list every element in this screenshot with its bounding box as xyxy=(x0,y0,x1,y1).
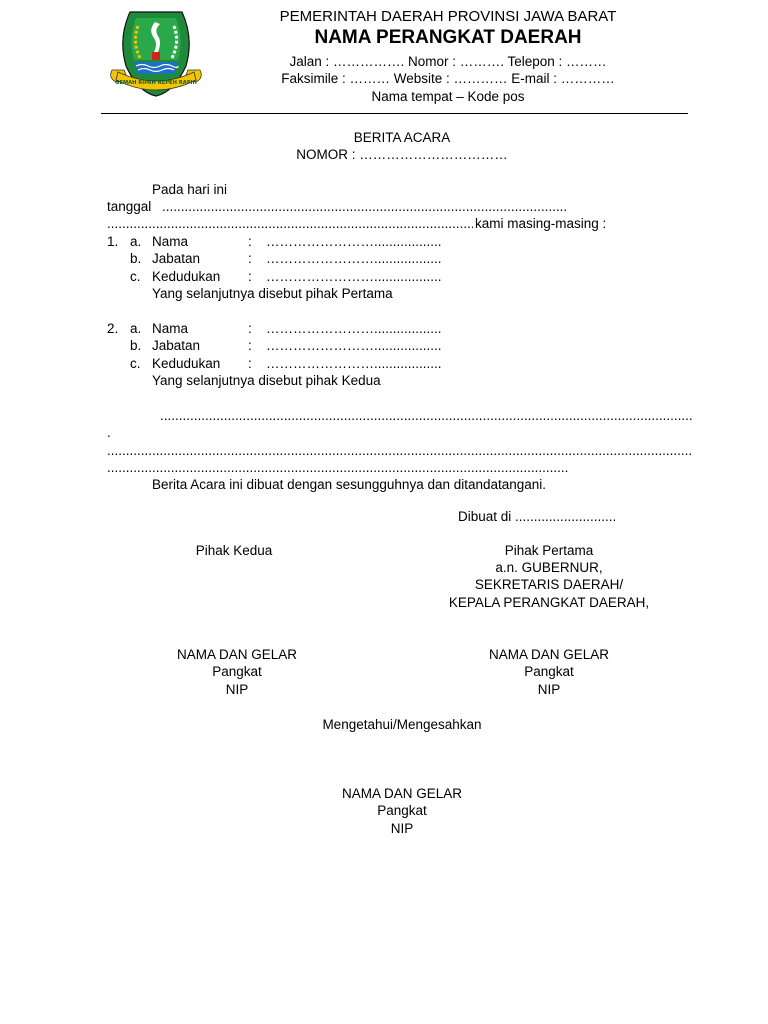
address-line: Jalan : ……………. Nomor : ………. Telepon : ……… xyxy=(289,54,607,69)
right-sign-head: KEPALA PERANGKAT DAERAH, xyxy=(448,595,650,610)
party1-position-value: …………………….................. xyxy=(266,251,442,266)
party2-letter: a. xyxy=(130,321,142,336)
party2-number: 2. xyxy=(107,321,119,336)
party2-colon: : xyxy=(248,321,252,336)
place-line: Nama tempat – Kode pos xyxy=(371,89,525,104)
kami-text: kami masing-masing : xyxy=(475,216,607,231)
party1-letter: a. xyxy=(130,234,142,249)
closing-statement: Berita Acara ini dibuat dengan sesungguhnya dan ditandatangani. xyxy=(152,477,547,492)
body-dotted-line-3 xyxy=(107,459,568,477)
party2-colon: : xyxy=(248,356,252,371)
contact-line: Faksimile : ……… Website : ………… E-mail : ………… xyxy=(281,71,615,86)
party1-name-value: …………………….................. xyxy=(266,234,442,249)
left-sign-name: NAMA DAN GELAR xyxy=(176,647,298,662)
party2-colon: : xyxy=(248,338,252,353)
agency-name: NAMA PERANGKAT DAERAH xyxy=(314,27,582,48)
body-dotted-line-2 xyxy=(107,442,693,460)
approval-rank: Pangkat xyxy=(377,803,427,818)
document-number: NOMOR : …………………………… xyxy=(296,147,508,162)
right-sign-heading: Pihak Pertama xyxy=(504,543,594,558)
approval-label: Mengetahui/Mengesahkan xyxy=(322,717,482,732)
party1-position-label: Jabatan xyxy=(152,251,201,266)
party2-letter: c. xyxy=(130,356,141,371)
party1-number: 1. xyxy=(107,234,119,249)
continuation-dotted-line xyxy=(107,215,473,233)
tanggal-label: tanggal xyxy=(107,199,152,214)
party2-status-value: …………………….................. xyxy=(266,356,442,371)
right-sign-secretary: SEKRETARIS DAERAH/ xyxy=(474,577,624,592)
made-at: Dibuat di ........................... xyxy=(458,509,617,524)
right-sign-nip: NIP xyxy=(537,682,561,697)
party1-colon: : xyxy=(248,251,252,266)
approval-nip: NIP xyxy=(390,821,414,836)
party1-name-label: Nama xyxy=(152,234,189,249)
right-sign-on-behalf: a.n. GUBERNUR, xyxy=(495,560,603,575)
party1-status-value: …………………….................. xyxy=(266,269,442,284)
body-dotted-line-1 xyxy=(160,407,693,425)
party1-colon: : xyxy=(248,234,252,249)
right-sign-name: NAMA DAN GELAR xyxy=(488,647,610,662)
party2-note: Yang selanjutnya disebut pihak Kedua xyxy=(152,373,381,388)
approval-name: NAMA DAN GELAR xyxy=(341,786,463,801)
tanggal-dotted-line xyxy=(162,198,568,216)
party1-colon: : xyxy=(248,269,252,284)
party1-status-label: Kedudukan xyxy=(152,269,221,284)
party1-letter: c. xyxy=(130,269,141,284)
party1-letter: b. xyxy=(130,251,142,266)
header-divider xyxy=(101,113,688,114)
left-sign-heading: Pihak Kedua xyxy=(195,543,273,558)
document-title: BERITA ACARA xyxy=(353,130,451,145)
party1-note: Yang selanjutnya disebut pihak Pertama xyxy=(152,286,393,301)
provincial-emblem-logo xyxy=(108,8,204,100)
party2-name-label: Nama xyxy=(152,321,189,336)
party2-name-value: …………………….................. xyxy=(266,321,442,336)
government-title: PEMERINTAH DAERAH PROVINSI JAWA BARAT xyxy=(279,8,617,25)
left-sign-nip: NIP xyxy=(225,682,249,697)
left-sign-rank: Pangkat xyxy=(212,664,262,679)
logo-motto: GEMAH RIPAH REPEH RAPIH xyxy=(115,80,197,86)
party2-status-label: Kedudukan xyxy=(152,356,221,371)
party2-letter: b. xyxy=(130,338,142,353)
lone-dot: . xyxy=(107,425,111,440)
party2-position-value: …………………….................. xyxy=(266,338,442,353)
party2-position-label: Jabatan xyxy=(152,338,201,353)
opening-intro: Pada hari ini xyxy=(152,182,228,197)
right-sign-rank: Pangkat xyxy=(524,664,574,679)
